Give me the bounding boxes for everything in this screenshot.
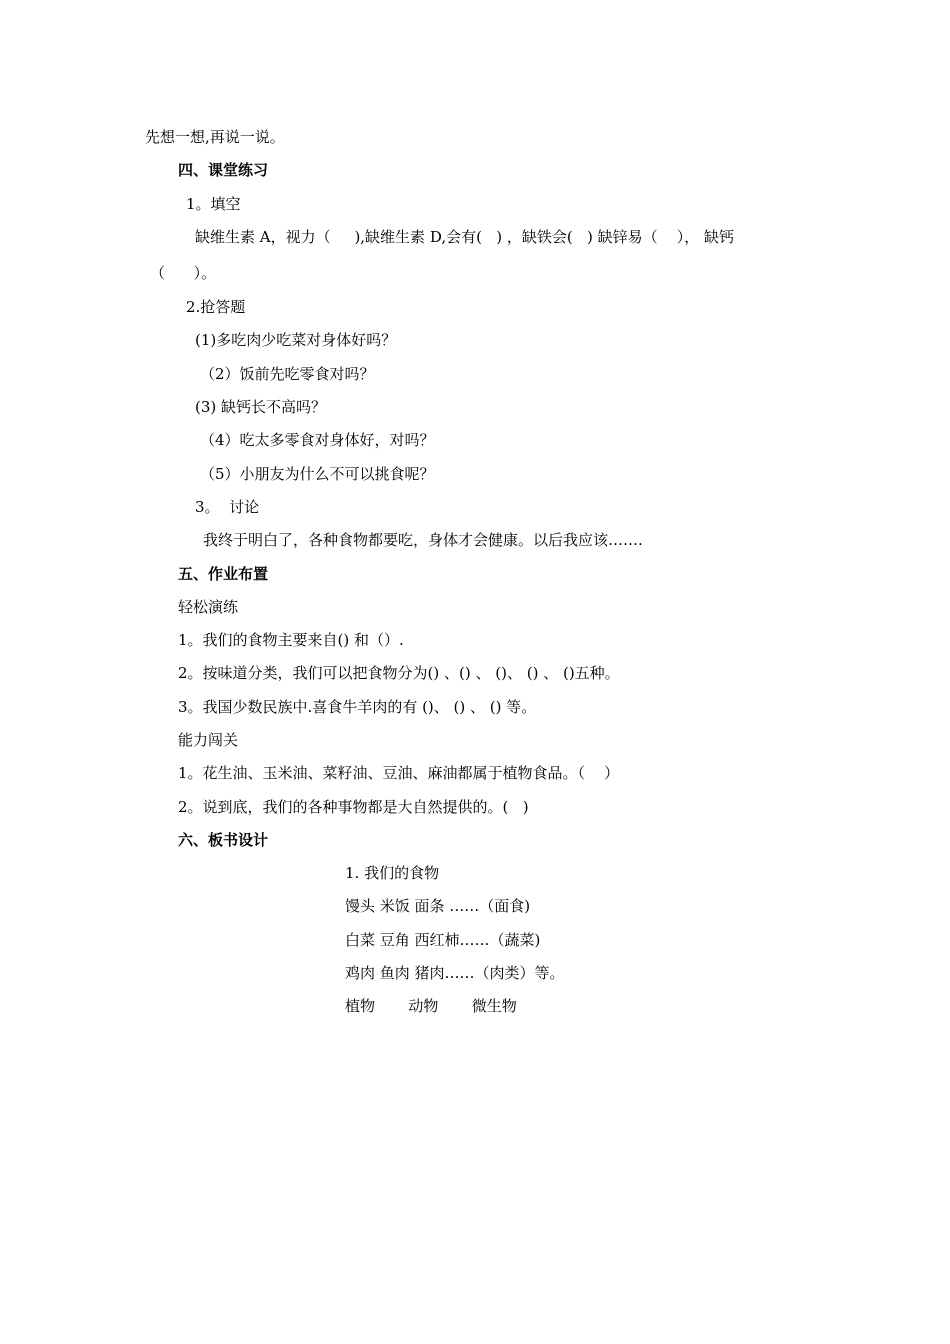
ability-item-1: 1。花生油、玉米油、菜籽油、豆油、麻油都属于植物食品。（ ） — [178, 764, 620, 782]
discussion-title: 3。 讨论 — [195, 498, 260, 516]
easy-practice-title: 轻松演练 — [178, 598, 239, 616]
board-title: 1. 我们的食物 — [345, 864, 440, 882]
quiz-question-3: (3) 缺钙长不高吗？ — [195, 398, 327, 416]
quiz-title: 2.抢答题 — [186, 298, 246, 316]
quiz-question-2: （2）饭前先吃零食对吗？ — [200, 365, 375, 383]
section-5-heading: 五、作业布置 — [178, 565, 269, 583]
easy-item-3: 3。我国少数民族中.喜食牛羊肉的有 ()、 () 、 () 等。 — [178, 698, 537, 716]
quiz-question-1: (1)多吃肉少吃菜对身体好吗？ — [195, 331, 397, 349]
intro-line: 先想一想,再说一说。 — [145, 128, 285, 146]
easy-item-2: 2。按味道分类，我们可以把食物分为() 、() 、 ()、 () 、 ()五种。 — [178, 664, 620, 682]
fill-blank-text-1: 缺维生素 A，视力（ ),缺维生素 D,会有( ) ，缺铁会( ) 缺锌易（ ）， 缺钙 — [195, 228, 734, 246]
section-4-heading: 四、课堂练习 — [178, 161, 269, 179]
easy-item-1: 1。我们的食物主要来自() 和（）. — [178, 631, 404, 649]
quiz-question-5: （5）小朋友为什么不可以挑食呢？ — [200, 465, 435, 483]
board-line-sources: 植物 动物 微生物 — [345, 997, 517, 1015]
fill-blank-title: 1。填空 — [186, 195, 241, 213]
quiz-question-4: （4）吃太多零食对身体好，对吗？ — [200, 431, 435, 449]
board-line-vegetables: 白菜 豆角 西红柿……（蔬菜) — [345, 931, 541, 949]
ability-title: 能力闯关 — [178, 731, 239, 749]
ability-item-2: 2。说到底，我们的各种事物都是大自然提供的。( ) — [178, 798, 529, 816]
section-6-heading: 六、板书设计 — [178, 831, 269, 849]
board-line-staples: 馒头 米饭 面条 ……（面食) — [345, 897, 531, 915]
discussion-text: 我终于明白了，各种食物都要吃，身体才会健康。以后我应该……. — [203, 531, 648, 549]
fill-blank-text-2: （ ）。 — [150, 264, 217, 282]
board-line-meat: 鸡肉 鱼肉 猪肉……（肉类）等。 — [345, 964, 565, 982]
